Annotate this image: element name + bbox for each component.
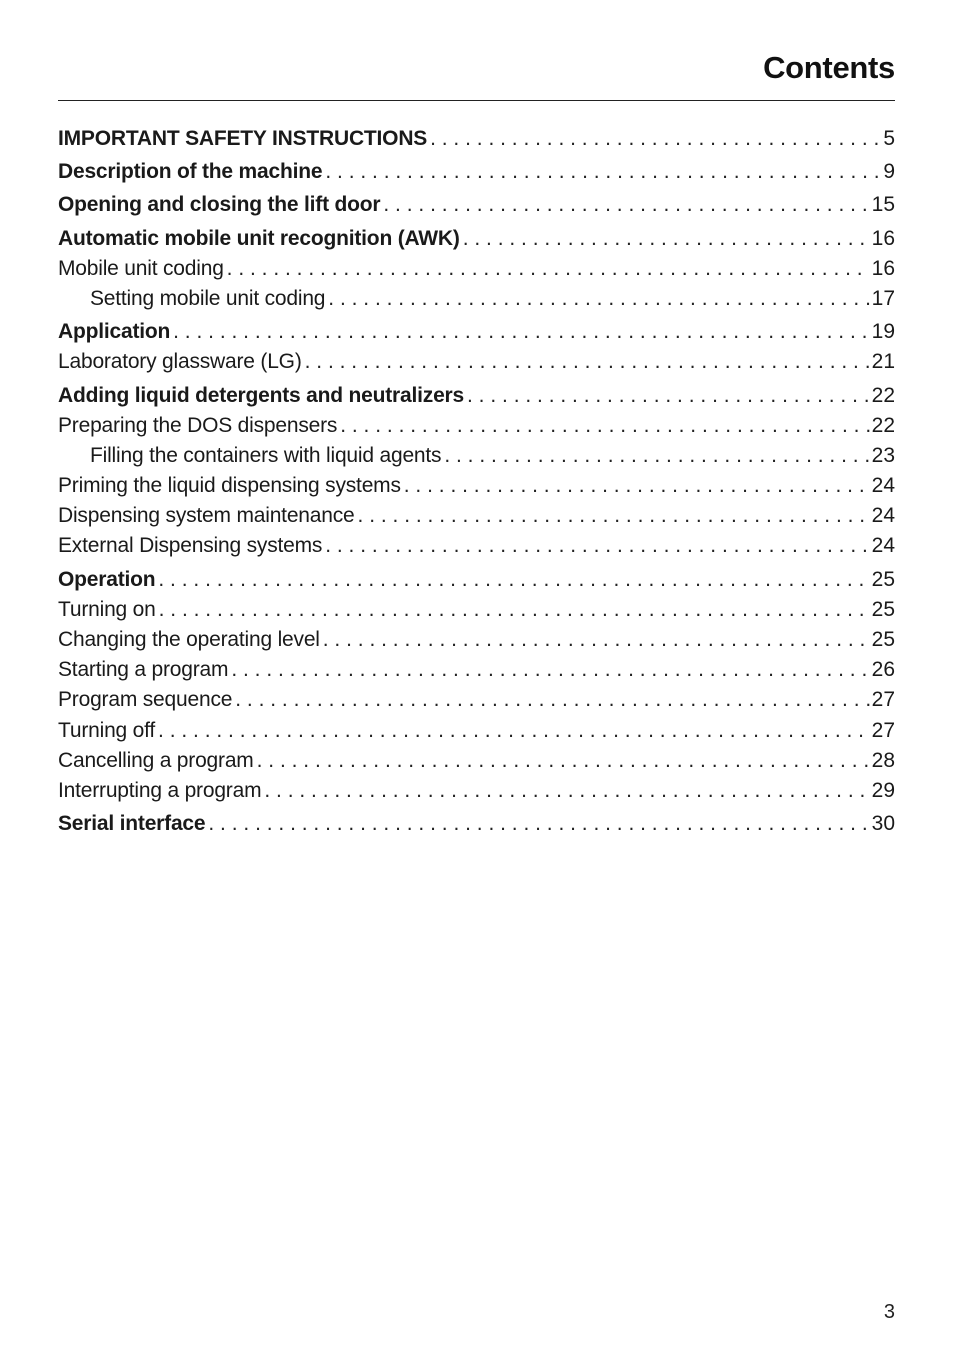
- toc-dot-leader: [460, 224, 870, 254]
- toc-entry-page: 28: [871, 748, 895, 772]
- toc-entry[interactable]: [58, 441, 895, 471]
- toc-entry[interactable]: [58, 716, 895, 746]
- toc-entry[interactable]: [58, 224, 895, 254]
- toc-entry[interactable]: [58, 254, 895, 284]
- toc-dot-leader: [224, 254, 870, 284]
- toc-dot-leader: [155, 716, 870, 746]
- toc-entry-title: Turning off: [58, 718, 156, 742]
- page-number: 3: [883, 1301, 895, 1323]
- toc-entry[interactable]: [58, 809, 895, 839]
- toc-entry-page: 26: [871, 658, 895, 682]
- table-of-contents: [58, 124, 895, 839]
- toc-entry[interactable]: [58, 565, 895, 595]
- toc-dot-leader: [355, 501, 870, 531]
- toc-entry-page: 24: [871, 504, 895, 528]
- toc-entry[interactable]: [58, 595, 895, 625]
- toc-dot-leader: [228, 655, 869, 685]
- toc-dot-leader: [322, 157, 881, 187]
- toc-entry-page: 22: [871, 383, 895, 407]
- toc-entry-title: Cancelling a program: [58, 748, 254, 772]
- toc-dot-leader: [156, 595, 870, 625]
- toc-entry-title: Description of the machine: [58, 160, 323, 184]
- toc-entry-page: 25: [871, 628, 895, 651]
- toc-entry-page: 5: [883, 127, 895, 150]
- toc-entry-title: Mobile unit coding: [58, 256, 224, 280]
- toc-entry-title: Automatic mobile unit recognition (AWK): [58, 226, 460, 250]
- toc-dot-leader: [441, 441, 869, 471]
- toc-entry-page: 27: [871, 718, 895, 742]
- toc-dot-leader: [302, 347, 870, 377]
- toc-dot-leader: [232, 685, 869, 715]
- toc-entry-title: Priming the liquid dispensing systems: [58, 474, 401, 498]
- toc-entry-title: Interrupting a program: [58, 778, 262, 802]
- toc-dot-leader: [320, 625, 870, 655]
- toc-entry-title: Application: [58, 320, 171, 344]
- toc-entry-title: Laboratory glassware (LG): [58, 350, 302, 374]
- toc-entry-page: 25: [871, 567, 895, 591]
- toc-entry-page: 16: [871, 226, 895, 250]
- toc-entry[interactable]: [58, 157, 895, 187]
- toc-entry-page: 23: [871, 443, 895, 467]
- toc-entry-title: Preparing the DOS dispensers: [58, 413, 338, 437]
- toc-entry-title: Changing the operating level: [58, 628, 320, 651]
- toc-dot-leader: [261, 776, 869, 806]
- title-divider: [58, 100, 895, 101]
- toc-dot-leader: [254, 746, 870, 776]
- toc-entry-page: 25: [871, 597, 895, 621]
- toc-entry[interactable]: [58, 317, 895, 347]
- toc-entry-page: 22: [871, 413, 895, 437]
- toc-entry-title: Dispensing system maintenance: [58, 504, 355, 528]
- toc-entry-title: Turning on: [58, 597, 156, 621]
- toc-entry[interactable]: [58, 531, 895, 561]
- toc-entry-title: Starting a program: [58, 658, 229, 682]
- toc-dot-leader: [170, 317, 870, 347]
- toc-entry[interactable]: [58, 501, 895, 531]
- toc-dot-leader: [401, 471, 870, 501]
- toc-entry-page: 9: [883, 160, 895, 184]
- toc-entry-page: 16: [871, 256, 895, 280]
- toc-dot-leader: [337, 411, 869, 441]
- toc-entry-page: 27: [871, 688, 895, 712]
- toc-dot-leader: [380, 190, 869, 220]
- toc-entry[interactable]: [58, 381, 895, 411]
- toc-entry-page: 24: [871, 474, 895, 498]
- toc-entry-title: External Dispensing systems: [58, 534, 323, 558]
- toc-entry[interactable]: [58, 190, 895, 220]
- toc-entry-page: 21: [871, 350, 895, 374]
- toc-entry[interactable]: [58, 776, 895, 806]
- toc-entry-title: Filling the containers with liquid agents: [90, 443, 442, 467]
- toc-dot-leader: [322, 531, 869, 561]
- toc-dot-leader: [427, 124, 881, 154]
- toc-entry-title: Adding liquid detergents and neutralizers: [58, 383, 465, 407]
- toc-entry-title: Serial interface: [58, 812, 206, 836]
- toc-entry-page: 30: [871, 812, 895, 836]
- toc-entry-title: Operation: [58, 567, 156, 591]
- toc-entry[interactable]: [58, 625, 895, 655]
- toc-dot-leader: [205, 809, 869, 839]
- toc-dot-leader: [325, 284, 869, 314]
- toc-dot-leader: [155, 565, 869, 595]
- toc-entry-page: 19: [871, 320, 895, 344]
- toc-entry[interactable]: [58, 746, 895, 776]
- toc-entry[interactable]: [58, 685, 895, 715]
- toc-entry-title: Opening and closing the lift door: [58, 193, 381, 217]
- toc-entry[interactable]: [58, 655, 895, 685]
- page-title: Contents: [763, 50, 895, 85]
- toc-entry[interactable]: [58, 124, 895, 154]
- toc-entry[interactable]: [58, 284, 895, 314]
- toc-entry-page: 15: [871, 193, 895, 217]
- toc-entry-title: Setting mobile unit coding: [90, 286, 326, 310]
- toc-entry[interactable]: [58, 347, 895, 377]
- toc-entry-title: Program sequence: [58, 688, 233, 712]
- toc-entry-page: 17: [871, 286, 895, 310]
- toc-entry-page: 24: [871, 534, 895, 558]
- toc-entry-title: IMPORTANT SAFETY INSTRUCTIONS: [58, 127, 428, 150]
- toc-entry[interactable]: [58, 471, 895, 501]
- toc-dot-leader: [464, 381, 870, 411]
- toc-entry[interactable]: [58, 411, 895, 441]
- toc-entry-page: 29: [871, 778, 895, 802]
